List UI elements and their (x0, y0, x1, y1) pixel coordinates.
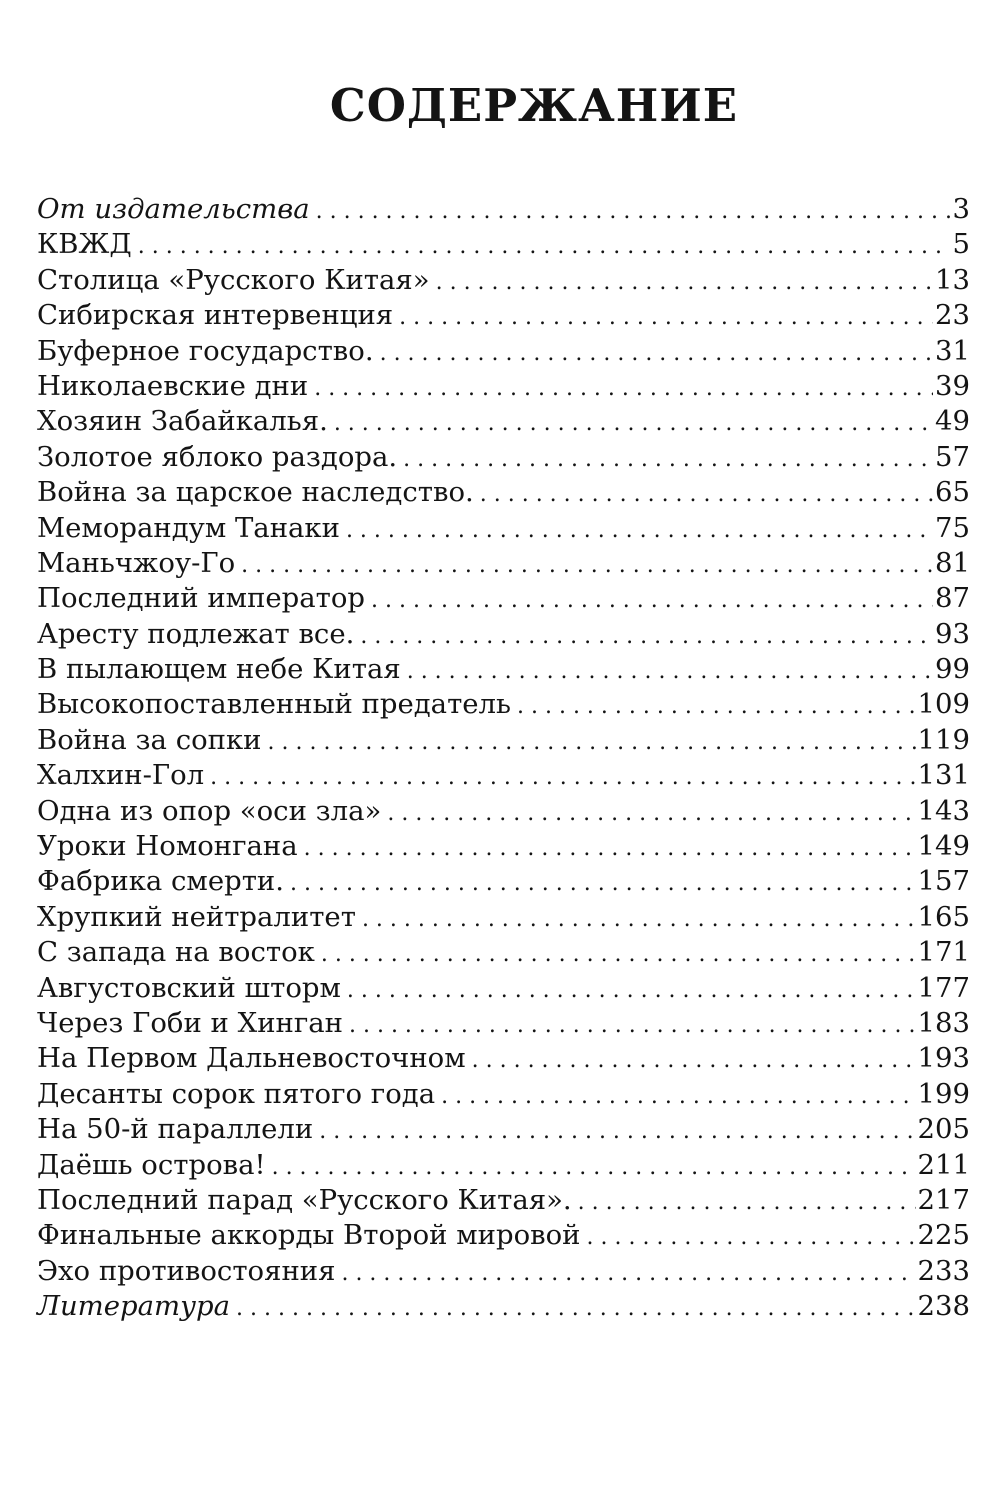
toc-entry-title: Литература (37, 1290, 231, 1323)
toc-entry-page-number: 99 (935, 653, 970, 686)
toc-entry (37, 900, 970, 935)
toc-dot-leader (362, 902, 916, 937)
table-of-contents (37, 192, 970, 1325)
toc-entry-page-number: 5 (952, 228, 970, 261)
toc-entry (37, 298, 970, 333)
toc-dot-leader (316, 194, 951, 229)
toc-entry-title: Меморандум Танаки (37, 511, 340, 544)
toc-entry (37, 475, 970, 510)
toc-dot-leader (371, 583, 933, 618)
toc-dot-leader (272, 1150, 916, 1185)
toc-entry (37, 334, 970, 369)
toc-entry-page-number: 238 (917, 1290, 970, 1323)
toc-entry-title: От издательства (37, 193, 310, 225)
toc-entry-page-number: 149 (917, 830, 970, 863)
toc-entry (37, 511, 970, 546)
toc-entry-page-number: 3 (952, 193, 970, 225)
toc-entry-page-number: 39 (935, 369, 970, 402)
toc-entry-page-number: 49 (935, 405, 970, 438)
toc-entry (37, 1218, 970, 1253)
toc-entry-page-number: 199 (917, 1077, 970, 1110)
toc-entry-page-number: 205 (917, 1113, 970, 1146)
toc-dot-leader (380, 336, 933, 371)
toc-entry (37, 1254, 970, 1289)
toc-entry-page-number: 177 (917, 971, 970, 1004)
toc-entry (37, 227, 970, 262)
toc-entry (37, 687, 970, 722)
toc-entry (37, 794, 970, 829)
toc-dot-leader (407, 654, 933, 689)
toc-entry-page-number: 23 (935, 299, 970, 332)
toc-dot-leader (480, 477, 933, 512)
toc-dot-leader (334, 406, 933, 441)
toc-entry (37, 581, 970, 616)
toc-entry-page-number: 157 (917, 865, 970, 898)
toc-entry-page-number: 217 (917, 1183, 970, 1216)
toc-dot-leader (387, 796, 915, 831)
toc-entry (37, 617, 970, 652)
toc-entry-title: На Первом Дальневосточном (37, 1042, 466, 1075)
toc-entry-title: Даёшь острова! (37, 1148, 266, 1181)
toc-dot-leader (241, 548, 933, 583)
toc-entry-title: Последний император (37, 582, 366, 615)
toc-entry-title: КВЖД (37, 228, 132, 261)
toc-dot-leader (290, 866, 916, 901)
toc-entry-title: Уроки Номонгана (37, 830, 298, 863)
toc-entry (37, 192, 970, 227)
toc-entry (37, 404, 970, 439)
toc-dot-leader (349, 1008, 916, 1043)
toc-dot-leader (346, 513, 933, 548)
toc-entry-page-number: 143 (917, 794, 970, 827)
toc-dot-leader (210, 760, 915, 795)
toc-entry-title: Маньчжоу-Го (37, 546, 236, 579)
toc-entry-title: Через Гоби и Хинган (37, 1006, 343, 1039)
toc-dot-leader (441, 1079, 915, 1114)
toc-dot-leader (268, 725, 916, 760)
toc-entry-page-number: 13 (935, 263, 970, 296)
toc-entry-page-number: 93 (935, 617, 970, 650)
toc-entry (37, 1183, 970, 1218)
toc-entry (37, 1148, 970, 1183)
toc-entry-page-number: 183 (917, 1006, 970, 1039)
toc-entry-page-number: 233 (917, 1254, 970, 1287)
toc-entry (37, 723, 970, 758)
toc-entry (37, 1112, 970, 1147)
toc-entry-title: Сибирская интервенция (37, 299, 394, 332)
toc-entry-page-number: 211 (917, 1148, 970, 1181)
toc-entry-page-number: 65 (935, 476, 970, 509)
toc-entry-page-number: 225 (917, 1219, 970, 1252)
toc-entry-page-number: 171 (917, 936, 970, 969)
toc-dot-leader (587, 1220, 916, 1255)
toc-entry-title: Война за царское наследство. (37, 476, 474, 509)
toc-dot-leader (138, 229, 951, 264)
page-title: СОДЕРЖАНИЕ (329, 79, 739, 132)
toc-entry-page-number: 81 (935, 546, 970, 579)
toc-entry-title: Хозяин Забайкалья. (37, 405, 328, 438)
toc-entry-title: Николаевские дни (37, 369, 309, 402)
toc-dot-leader (472, 1043, 916, 1078)
toc-dot-leader (360, 619, 933, 654)
toc-entry-title: Аресту подлежат все. (37, 617, 355, 650)
toc-entry-title: В пылающем небе Китая (37, 653, 401, 686)
toc-entry-title: С запада на восток (37, 936, 315, 969)
toc-entry-page-number: 109 (917, 688, 970, 721)
toc-entry (37, 971, 970, 1006)
toc-dot-leader (399, 300, 933, 335)
toc-entry (37, 935, 970, 970)
toc-entry (37, 864, 970, 899)
toc-entry-title: Высокопоставленный предатель (37, 688, 511, 721)
toc-dot-leader (319, 1114, 915, 1149)
toc-entry-page-number: 87 (935, 582, 970, 615)
toc-dot-leader (436, 265, 933, 300)
toc-dot-leader (314, 371, 933, 406)
toc-entry (37, 369, 970, 404)
toc-entry (37, 1289, 970, 1324)
toc-dot-leader (236, 1291, 915, 1326)
toc-entry (37, 829, 970, 864)
toc-entry (37, 546, 970, 581)
toc-entry-page-number: 165 (917, 900, 970, 933)
toc-entry (37, 440, 970, 475)
toc-entry (37, 758, 970, 793)
toc-dot-leader (347, 973, 916, 1008)
toc-entry-title: Августовский шторм (37, 971, 341, 1004)
toc-dot-leader (341, 1256, 915, 1291)
toc-entry (37, 1006, 970, 1041)
toc-dot-leader (304, 831, 916, 866)
toc-entry (37, 1077, 970, 1112)
toc-dot-leader (403, 442, 933, 477)
toc-entry-page-number: 193 (917, 1042, 970, 1075)
toc-entry-page-number: 31 (935, 334, 970, 367)
toc-entry-title: Последний парад «Русского Китая». (37, 1183, 572, 1216)
toc-entry-title: Буферное государство. (37, 334, 374, 367)
toc-dot-leader (321, 937, 916, 972)
toc-entry-page-number: 119 (917, 723, 970, 756)
toc-dot-leader (517, 689, 916, 724)
toc-entry-page-number: 57 (935, 440, 970, 473)
toc-entry-title: Халхин-Гол (37, 759, 205, 792)
toc-entry-title: Столица «Русского Китая» (37, 263, 430, 296)
toc-dot-leader (578, 1185, 916, 1220)
toc-entry (37, 1041, 970, 1076)
toc-entry-title: Хрупкий нейтралитет (37, 900, 356, 933)
toc-entry (37, 263, 970, 298)
toc-entry-title: Десанты сорок пятого года (37, 1077, 436, 1110)
toc-entry-title: Война за сопки (37, 723, 262, 756)
toc-entry-title: Золотое яблоко раздора. (37, 440, 398, 473)
toc-entry-title: Эхо противостояния (37, 1254, 336, 1287)
toc-entry-page-number: 75 (935, 511, 970, 544)
toc-entry-page-number: 131 (917, 759, 970, 792)
toc-entry (37, 652, 970, 687)
toc-entry-title: На 50-й параллели (37, 1113, 314, 1146)
toc-entry-title: Одна из опор «оси зла» (37, 794, 382, 827)
toc-entry-title: Фабрика смерти. (37, 865, 284, 898)
toc-entry-title: Финальные аккорды Второй мировой (37, 1219, 581, 1252)
